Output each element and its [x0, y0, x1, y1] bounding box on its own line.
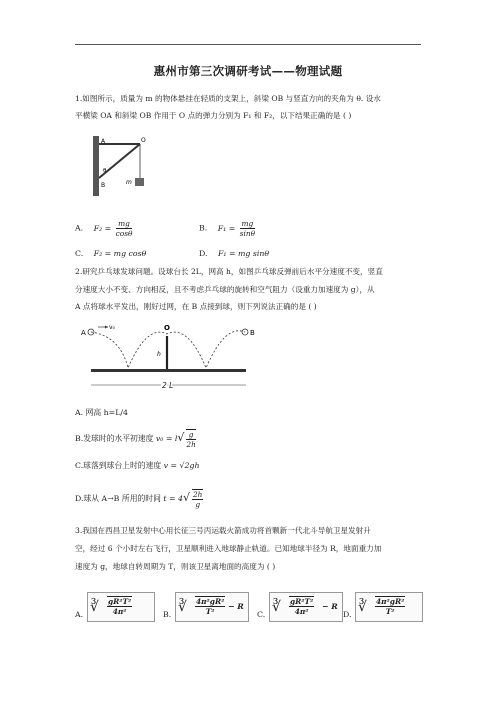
q3-options-row: A. ∛ $\frac{\text{gR²T²}}{\text{4π²}}$ B. ∛ $\frac{\text{4π²gR²}}{\text{T²}}$ − R C. ∛ $\frac{\text{gR²T²}}{\text{4π²}}$ − R D. ∛ $\frac{\text{4π²gR²}}{\text{T²}}$ — [75, 592, 421, 626]
q2-figure-table — [80, 318, 262, 398]
label-a: A — [101, 138, 106, 145]
q2-option-c[interactable]: C.球落到球台上时的速度 v = √2gh — [75, 461, 200, 470]
q2-option-a[interactable]: A. 网高 h=L/4 — [75, 408, 128, 417]
q1-line-2: 平横梁 OA 和斜梁 OB 作用于 O 点的弹力分别为 F₁ 和 F₂，以下结果正确的是 ( ) — [75, 111, 352, 120]
label-v0: v₀ — [109, 324, 115, 331]
fraction: $\frac{g}{2h}$ — [186, 430, 196, 449]
label-theta: θ — [103, 168, 107, 174]
q3-option-b-formula: ∛ $\frac{\text{4π²gR²}}{\text{T²}}$ − R — [175, 592, 249, 622]
q1-line-1: 1.如图所示，质量为 m 的物体悬挂在轻质的支架上，斜梁 OB 与竖直方向的夹角为 θ. 设水 — [75, 94, 381, 103]
label-a: A — [81, 329, 86, 337]
label-m: m — [126, 179, 132, 186]
q3-line-2: 空，经过 6 个小时左右飞行，卫星顺利进入地球静止轨道。已知地球半径为 R，地面重力加 — [75, 544, 382, 553]
label-o: O — [164, 324, 170, 332]
q2-line-1: 2.研究乒乓球发球问题。设球台长 2L，网高 h，如图乒乓球反弹前后水平分速度不变，竖直 — [75, 267, 383, 276]
q3-option-c-formula: ∛ $\frac{\text{gR²T²}}{\text{4π²}}$ − R — [269, 592, 343, 622]
label-2l: 2 L — [162, 381, 174, 390]
q1-option-c[interactable]: C. F₂ = mg cosθ — [75, 249, 147, 258]
q2-line-2: 分速度大小不变、方向相反，且不考虑乒乓球的旋转和空气阻力（设重力加速度为 g），从 — [75, 285, 375, 294]
q2-line-3: A 点将球水平发出，刚好过网，在 B 点接到球，则下列说法正确的是 ( ) — [75, 302, 317, 311]
q2-option-d[interactable]: D.球从 A→B 所用的时间 t = 4√ $\frac{2h}{g}$ — [75, 490, 203, 509]
fraction: $\frac{mg}{\sin\theta}$ — [239, 219, 256, 238]
q1-option-d[interactable]: D. F₁ = mg sinθ — [199, 249, 270, 258]
q3-option-a-formula: ∛ $\frac{\text{gR²T²}}{\text{4π²}}$ — [87, 592, 155, 622]
label-h: h — [157, 351, 161, 358]
page-title: 惠州市第三次调研考试——物理试题 — [153, 64, 343, 78]
table-surface — [91, 369, 246, 372]
q3-line-1: 3.我国在西昌卫星发射中心用长征三号丙运载火箭成功将首颗新一代北斗导航卫星发射升 — [75, 526, 371, 535]
fraction: $\frac{2h}{g}$ — [192, 490, 203, 509]
q3-option-d-formula: ∛ $\frac{\text{4π²gR²}}{\text{T²}}$ — [355, 592, 423, 622]
mass-block — [135, 178, 144, 186]
q3-line-3: 速度为 g，地球自转周期为 T，则该卫星离地面的高度为 ( ) — [75, 562, 276, 571]
label-o: O — [141, 137, 146, 144]
q1-figure-bracket — [88, 134, 156, 198]
label-b: B — [250, 329, 255, 337]
q1-option-b[interactable]: B. F₁ = $\frac{mg}{\sin\theta}$ — [199, 219, 256, 238]
fraction: $\frac{mg}{\cos\theta}$ — [115, 219, 133, 238]
header-rule — [75, 44, 421, 45]
q1-option-a[interactable]: A. F₂ = $\frac{mg}{\cos\theta}$ — [75, 219, 133, 238]
label-b: B — [101, 182, 106, 189]
wall — [93, 136, 99, 196]
q2-option-b[interactable]: B.发球时的水平初速度 v₀ = l√ $\frac{g}{2h}$ — [75, 430, 196, 449]
